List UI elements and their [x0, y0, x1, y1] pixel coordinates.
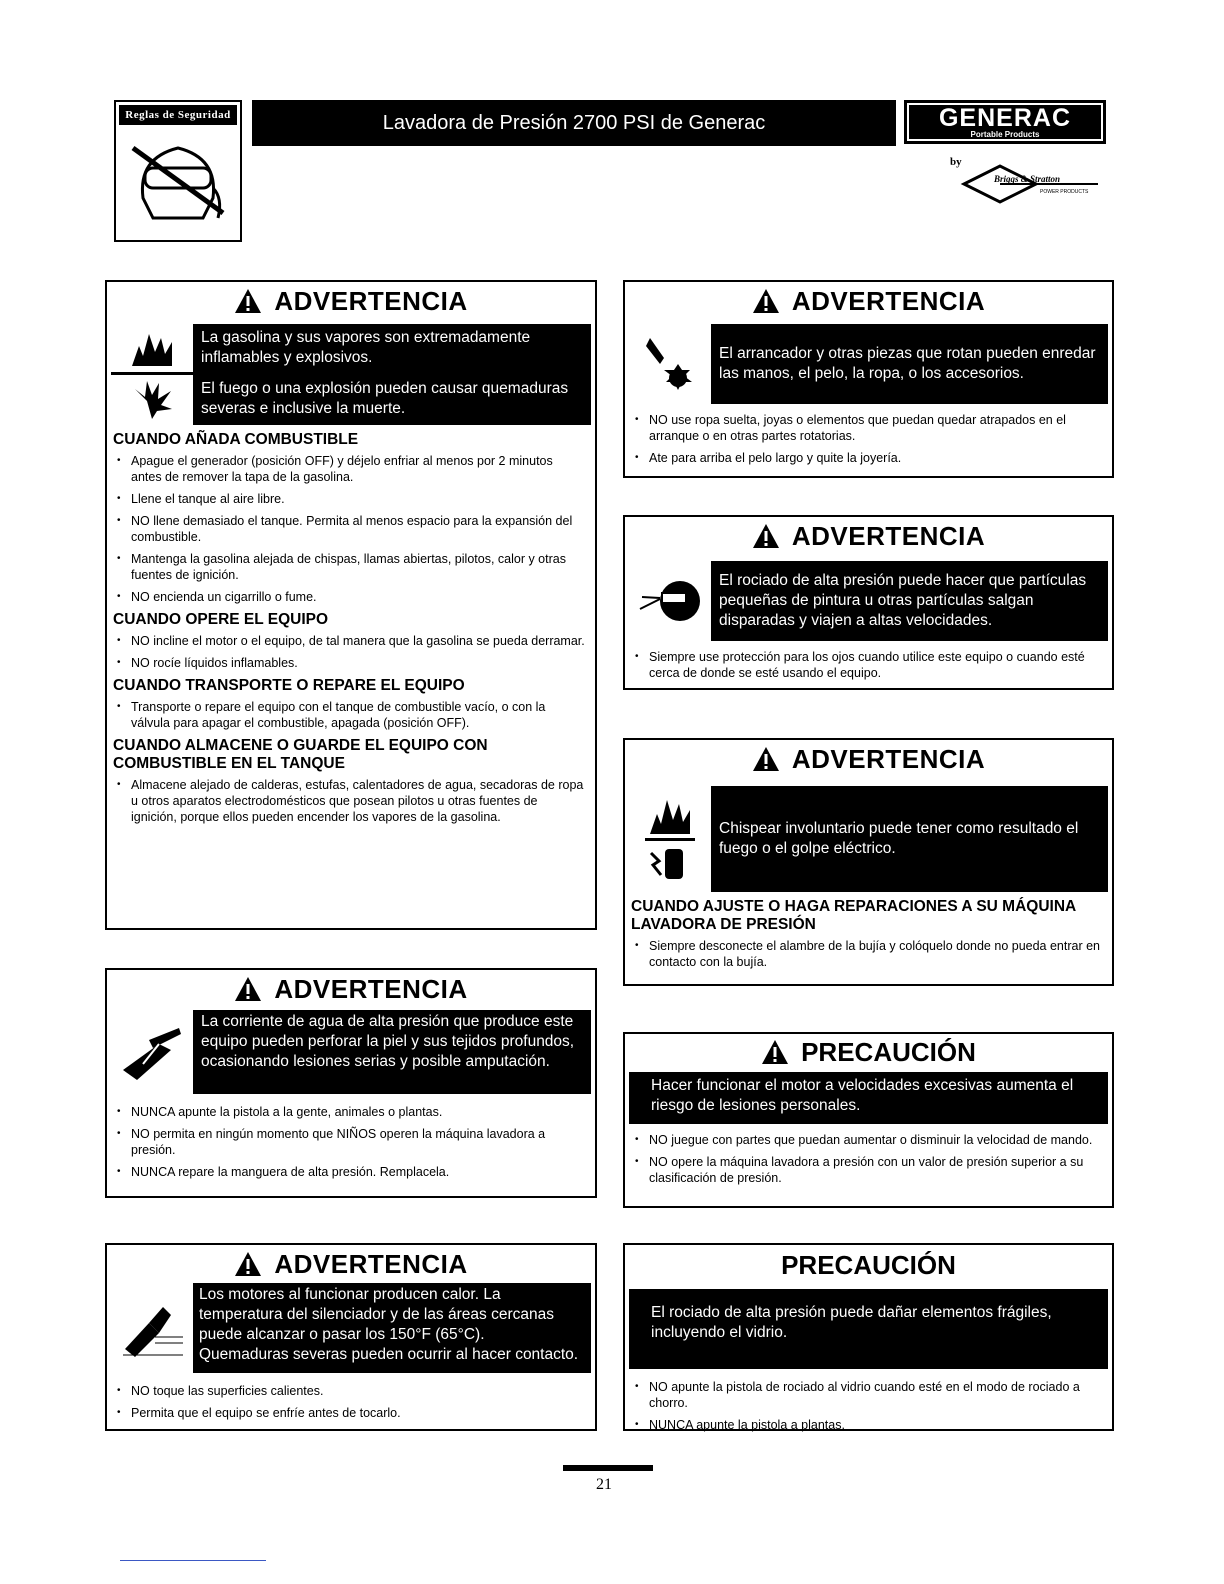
list-item: • NO encienda un cigarrillo o fume. [131, 589, 585, 605]
briggs-stratton-logo [960, 162, 1100, 206]
hazard-text: El rociado de alta presión puede hacer que partículas pequeñas de pintura u otras partículas salgan disparadas y viajen a altas velocidades. [719, 572, 1087, 629]
list-item: • NO use ropa suelta, joyas o elementos que puedan quedar atrapados en el arranque o en otras partes rotatorias. [649, 412, 1102, 444]
caution-title: PRECAUCIÓN [801, 1036, 976, 1067]
list-item: • NO permita en ningún momento que NIÑOS operen la máquina lavadora a presión. [131, 1126, 585, 1158]
hazard-band: Hacer funcionar el motor a velocidades excesivas aumenta el riesgo de lesiones personales. [629, 1072, 1108, 1124]
fire-shock-icons [629, 786, 711, 892]
warning-heat [105, 1243, 597, 1431]
instruction-list [625, 1132, 1112, 1186]
list-item: • Siempre use protección para los ojos cuando utilice este equipo o cuando esté cerca de donde se esté usando el equipo. [649, 649, 1102, 681]
warning-water [105, 968, 597, 1198]
warning-header [625, 284, 1112, 318]
brand-name: GENERAC [938, 103, 1071, 132]
warning-header [107, 284, 595, 318]
electric-shock-icon [645, 841, 695, 885]
list-item: • Apague el generador (posición OFF) y déjelo enfriar al menos por 2 minutos antes de remover la tapa de la gasolina. [131, 453, 585, 485]
hazard-text: El arrancador y otras piezas que rotan pueden enredar las manos, el pelo, la ropa, o los accesorios. [719, 345, 1096, 382]
list-item: • Siempre desconecte el alambre de la bujía y colóquelo donde no pueda entrar en contacto con la bujía. [649, 938, 1102, 970]
instruction-list [107, 1104, 595, 1180]
caution-speed [623, 1032, 1114, 1208]
instruction-list [107, 633, 595, 671]
list-item: • NO juegue con partes que puedan aumentar o disminuir la velocidad de mando. [649, 1132, 1102, 1148]
warning-triangle-icon [234, 976, 262, 1002]
fire-icon [111, 324, 193, 375]
hazard-band [111, 324, 591, 375]
explosion-icon [111, 375, 193, 425]
hazard-text-1: La gasolina y sus vapores son extremadamente inflamables y explosivos. [201, 329, 531, 366]
warning-header [107, 1247, 595, 1281]
caution-glass [623, 1243, 1114, 1431]
brand-subtitle: Portable Products [970, 129, 1040, 139]
goggles-icon [123, 128, 233, 228]
warning-triangle-icon [234, 288, 262, 314]
footer-rule [120, 1560, 266, 1561]
instruction-list [107, 1383, 595, 1421]
warning-starter [623, 280, 1114, 478]
instruction-list [107, 453, 595, 605]
safety-rules-logo [114, 100, 242, 242]
warning-title: ADVERTENCIA [791, 520, 986, 551]
list-item: • NUNCA apunte la pistola a plantas. [649, 1417, 1102, 1433]
hazard-band [629, 324, 1108, 404]
instruction-list [625, 938, 1112, 970]
warning-title: ADVERTENCIA [274, 973, 468, 1004]
list-item: • NO llene demasiado el tanque. Permita al menos espacio para la expansión del combustible. [131, 513, 585, 545]
warning-triangle-icon [752, 288, 780, 314]
section-heading: CUANDO TRANSPORTE O REPARE EL EQUIPO [113, 677, 465, 694]
fire-icon [645, 794, 695, 841]
list-item: • NUNCA repare la manguera de alta presión. Remplacela. [131, 1164, 585, 1180]
list-item: • Permita que el equipo se enfríe antes de tocarlo. [131, 1405, 585, 1421]
warning-fuel [105, 280, 597, 930]
hazard-text-2: El fuego o una explosión pueden causar quemaduras severas e inclusive la muerte. [201, 380, 569, 417]
hazard-text-2: Quemaduras severas pueden ocurrir al hacer contacto. [199, 1346, 579, 1363]
hazard-band [629, 561, 1108, 641]
warning-triangle-icon [752, 523, 780, 549]
section-heading: CUANDO AJUSTE O HAGA REPARACIONES A SU MÁQUINA LAVADORA DE PRESIÓN [631, 898, 1076, 933]
list-item: • NO incline el motor o el equipo, de tal manera que la gasolina se pueda derramar. [131, 633, 585, 649]
list-item: • Llene el tanque al aire libre. [131, 491, 585, 507]
injection-hazard-icon [111, 1010, 193, 1094]
instruction-list [625, 649, 1112, 681]
warning-title: ADVERTENCIA [791, 285, 986, 316]
hazard-text: La corriente de agua de alta presión que produce este equipo pueden perforar la piel y sus tejidos profundos, ocasionando lesiones serias y posible amputación. [201, 1013, 575, 1070]
entanglement-icon [629, 324, 711, 404]
warning-triangle-icon [234, 1251, 262, 1277]
list-item: • NO rocíe líquidos inflamables. [131, 655, 585, 671]
hazard-text: Chispear involuntario puede tener como resultado el fuego o el golpe eléctrico. [719, 820, 1079, 857]
instruction-list [107, 777, 595, 825]
instruction-list [107, 699, 595, 731]
safety-rules-label: Reglas de Seguridad [119, 105, 237, 125]
list-item: • Transporte o repare el equipo con el tanque de combustible vacío, o con la válvula para apagar el combustible, apagada (posición OFF). [131, 699, 585, 731]
generac-logo [904, 100, 1106, 144]
section-heading: CUANDO ALMACENE O GUARDE EL EQUIPO CON COMBUSTIBLE EN EL TANQUE [113, 737, 488, 772]
section-heading: CUANDO OPERE EL EQUIPO [113, 611, 329, 628]
page-number-bar [563, 1465, 653, 1471]
warning-triangle-icon [752, 746, 780, 772]
list-item: • NO toque las superficies calientes. [131, 1383, 585, 1399]
eye-protection-icon [629, 561, 711, 641]
warning-header [625, 519, 1112, 553]
hazard-band [111, 1283, 591, 1373]
list-item: • Mantenga la gasolina alejada de chispas, llamas abiertas, pilotos, calor y otras fuentes de ignición. [131, 551, 585, 583]
list-item: • NO apunte la pistola de rociado al vidrio cuando esté en el modo de rociado a chorro. [649, 1379, 1102, 1411]
list-item: • NO opere la máquina lavadora a presión con un valor de presión superior a su clasificación de presión. [649, 1154, 1102, 1186]
caution-title: PRECAUCIÓN [781, 1249, 956, 1280]
by-text: by [950, 156, 962, 168]
hazard-band [629, 786, 1108, 892]
partner-subtitle: POWER PRODUCTS [1040, 189, 1089, 195]
page-number: 21 [596, 1476, 612, 1493]
partner-name: Briggs & Stratton [994, 174, 1061, 184]
warning-triangle-icon [761, 1039, 789, 1065]
list-item: • NUNCA apunte la pistola a la gente, animales o plantas. [131, 1104, 585, 1120]
hazard-band [111, 375, 591, 425]
warning-header [107, 972, 595, 1006]
instruction-list [625, 1379, 1112, 1433]
warning-header [625, 742, 1112, 776]
warning-title: ADVERTENCIA [274, 285, 468, 316]
warning-spray [623, 515, 1114, 690]
page-title: Lavadora de Presión 2700 PSI de Generac [252, 100, 896, 146]
hot-surface-icon [111, 1283, 193, 1373]
warning-title: ADVERTENCIA [791, 743, 986, 774]
caution-header [625, 1247, 1112, 1283]
warning-title: ADVERTENCIA [274, 1248, 468, 1279]
hazard-band [111, 1010, 591, 1094]
hazard-band: El rociado de alta presión puede dañar elementos frágiles, incluyendo el vidrio. [629, 1289, 1108, 1369]
hazard-text-1: Los motores al funcionar producen calor. La temperatura del silenciador y de las áreas cercanas puede alcanzar o pasar los 150°F (65°C). [199, 1286, 554, 1343]
instruction-list [625, 412, 1112, 466]
list-item: • Ate para arriba el pelo largo y quite la joyería. [649, 450, 1102, 466]
warning-spark [623, 738, 1114, 986]
section-heading: CUANDO AÑADA COMBUSTIBLE [113, 431, 359, 448]
hazard-text [193, 1283, 591, 1373]
caution-header [625, 1034, 1112, 1070]
list-item: • Almacene alejado de calderas, estufas, calentadores de agua, secadoras de ropa u otros aparatos electrodomésticos que posean pilotos u otras fuentes de ignición, porque ellos pueden encender los vapores de la gasolina. [131, 777, 585, 825]
